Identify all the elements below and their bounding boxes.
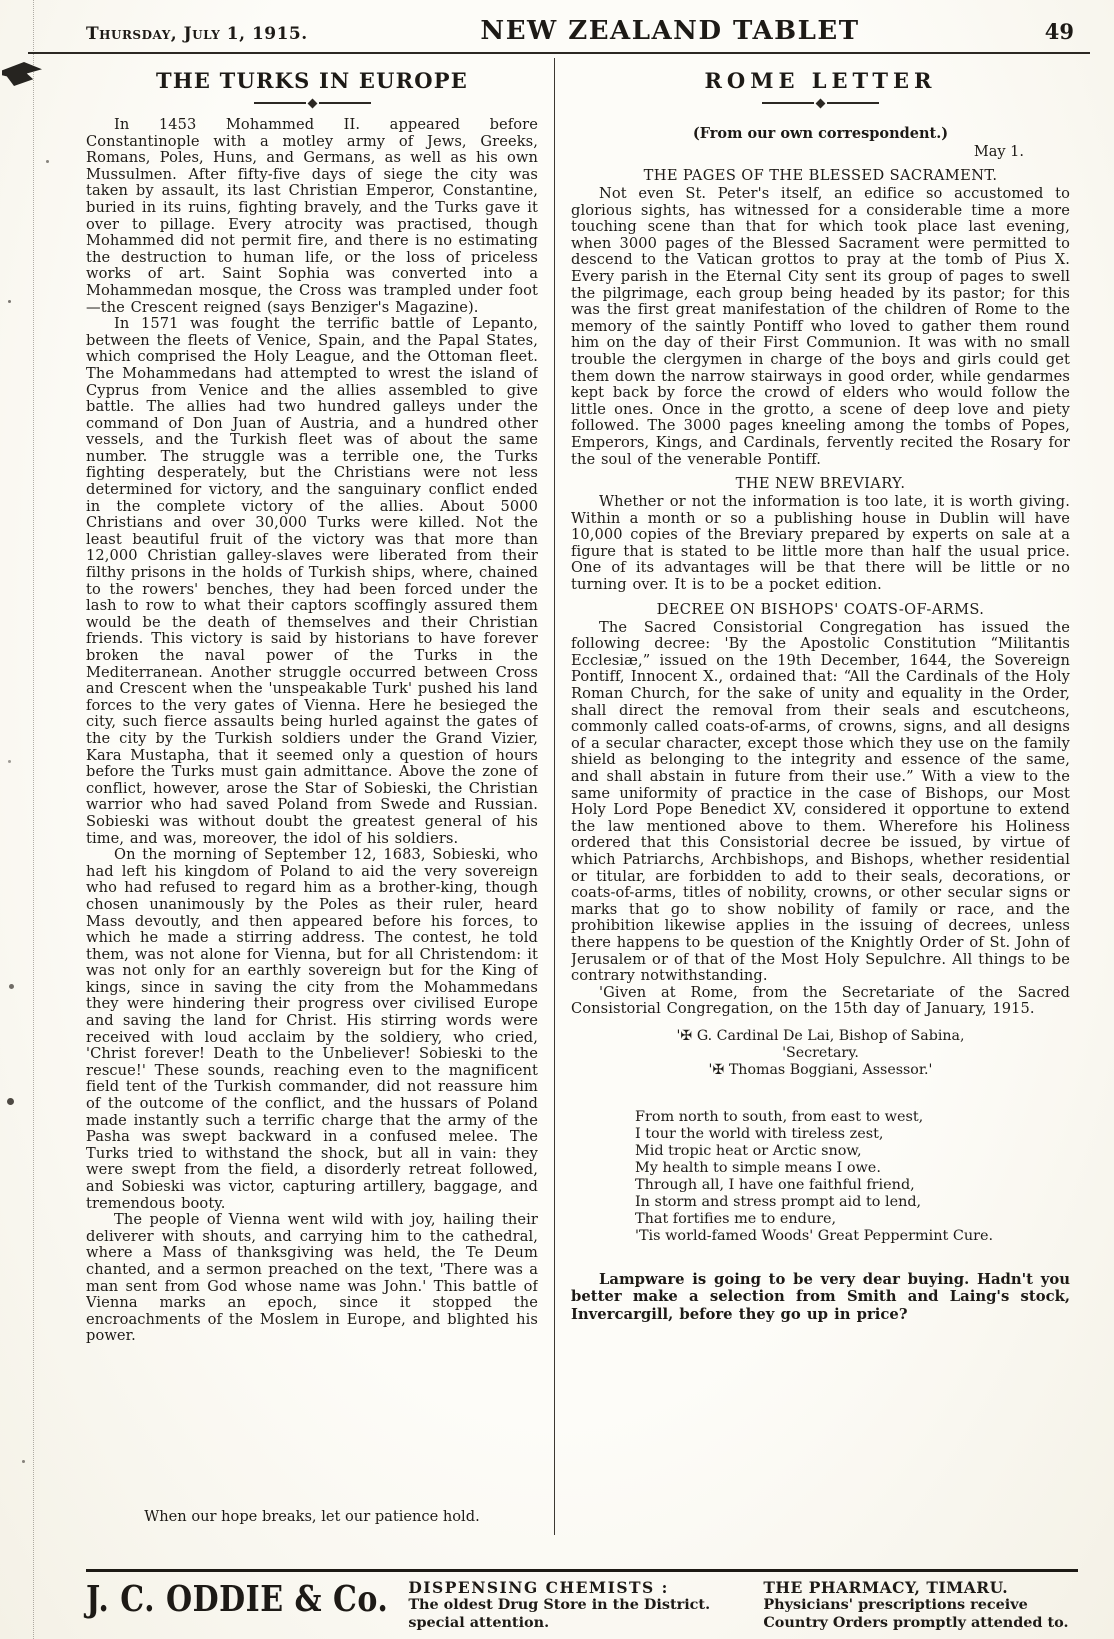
page-header — [86, 16, 1074, 52]
scan-specks — [8, 300, 11, 303]
poem-line: My health to simple means I owe. — [635, 1159, 881, 1176]
ornament-bar — [762, 102, 814, 104]
section-heading-breviary: THE NEW BREVIARY. — [735, 475, 906, 493]
signature-line: '✠ G. Cardinal De Lai, Bishop of Sabina, — [676, 1027, 965, 1044]
advertiser-name: J. C. ODDIE & Co. — [86, 1578, 389, 1620]
right-column-article — [571, 58, 1070, 1535]
poem-line: Through all, I have one faithful friend, — [635, 1176, 915, 1193]
poem-line: I tour the world with tireless zest, — [635, 1125, 884, 1142]
article-title-rome-letter: ROME LETTER — [704, 68, 937, 93]
section-paragraph: Not even St. Peter's itself, an edifice so accustomed to glorious sights, has witnessed for a considerable time a more touching scene than that for which took place last evening, when 3000 pages of the Blessed Sacrament were permitted to descend to the Vatican grottos to pray at the tomb of Pius X. Every parish in the Eternal City sent its group of pages to swell the pilgrimage, each group being headed by its pastor; for this was the first great manifestation of the children of Rome to the memory of the saintly Pontiff who loved to gather them round him on the day of their First Communion. It was with no small trouble the clergymen in charge of the boys and girls could get them down the narrow stairways in good order, while gendarmes kept back by force the crowd of elders who would follow the little ones. Once in the grotto, a scene of deep love and piety followed. The 3000 pages kneeling among the tombs of Popes, Emperors, Kings, and Cardinals, fervently recited the Rosary for the soul of the venerable Pontiff. — [571, 185, 1070, 468]
page-number: 49 — [1044, 19, 1074, 44]
ornament-diamond — [816, 98, 826, 108]
footer-ad-line: The oldest Drug Store in the District. — [408, 1596, 711, 1613]
article-paragraph: In 1453 Mohammed II. appeared before Constantinople with a motley army of Jews, Greeks, Romans, Poles, Huns, and Germans, as well as his own Mussulmen. After fifty-five days of siege the city was taken by assault, its last Christian Emperor, Constantine, buried in its ruins, fighting bravely, and the Turks gave it over to pillage. Every atrocity was practised, though Mohammed did not permit fire, and there is no estimating the destruction to human life, or the loss of priceless works of art. Saint Sophia was converted into a Mohammedan mosque, the Cross was trampled under foot —the Crescent reigned (says Benziger's Magazine). — [86, 116, 538, 316]
signature-line: 'Secretary. — [782, 1044, 859, 1061]
footer-ad-center-block — [408, 1579, 743, 1632]
poem-line: Mid tropic heat or Arctic snow, — [635, 1142, 862, 1159]
column-footer-quote: When our hope breaks, let our patience hold. — [144, 1508, 480, 1525]
article-paragraph: In 1571 was fought the terrific battle of Lepanto, between the fleets of Venice, Spain, and the Papal States, which comprised the Holy League, and the Ottoman fleet. The Mohammedans had attempted to wrest the island of Cyprus from Venice and the allies assembled to give battle. The allies had two hundred galleys under the command of Don Juan of Austria, and a hundred other vessels, and the Turkish fleet was of about the same number. The struggle was a terrible one, the Turks fighting desperately, but the Christians were not less determined for victory, and the sanguinary conflict ended in the complete victory of the allies. About 5000 Christians and over 30,000 Turks were killed. Not the least beautiful fruit of the victory was that more than 12,000 Christian galley-slaves were liberated from their filthy prisons in the holds of Turkish ships, where, chained to the rowers' benches, they had been forced under the lash to row to what their captors scoffingly assured them would be the death of themselves and their Christian friends. This victory is said by historians to have forever broken the naval power of the Turks in the Mediterranean. Another struggle occurred between Cross and Crescent when the 'unspeakable Turk' pushed his land forces to the very gates of Vienna. Here he besieged the city, such fierce assaults being hurled against the gates of the city by the Turkish soldiers under the Grand Vizier, Kara Mustapha, that it seemed only a question of hours before the Turks must gain admittance. Above the zone of conflict, however, arose the Star of Sobieski, the Christian warrior who had saved Poland from Swede and Russian. Sobieski was without doubt the greatest general of his time, and was, moreover, the idol of his soldiers. — [86, 315, 538, 847]
signature-line: '✠ Thomas Boggiani, Assessor.' — [708, 1061, 933, 1078]
columns-container — [86, 58, 1070, 1535]
left-column-article — [86, 58, 538, 1535]
footer-ad-right-block — [763, 1579, 1078, 1632]
section-paragraph: Whether or not the information is too late, it is worth giving. Within a month or so a publishing house in Dublin will have 10,000 copies of the Breviary prepared by experts on sale at a figure that is stated to be little more than half the usual price. One of its advantages will be that there will be little or no turning over. It is to be a pocket edition. — [571, 493, 1070, 594]
ornament-bar — [827, 102, 879, 104]
ink-blot-artifact — [2, 62, 42, 86]
section-paragraph: 'Given at Rome, from the Secretariate of the Sacred Consistorial Congregation, on the 15th day of January, 1915. — [571, 983, 1070, 1018]
poem-line: 'Tis world-famed Woods' Great Peppermint Cure. — [635, 1227, 994, 1244]
ornament-bar — [319, 102, 371, 104]
footer-ad-line: DISPENSING CHEMISTS : — [408, 1577, 669, 1597]
column-divider-rule — [554, 58, 555, 1535]
poem-line: From north to south, from east to west, — [635, 1108, 924, 1125]
article-title-turks: THE TURKS IN EUROPE — [156, 68, 468, 93]
lampware-classified-ad: Lampware is going to be very dear buying. Hadn't you better make a selection from Smith and Laing's stock, Invercargill, before they go up in price? — [571, 1270, 1070, 1323]
title-ornament — [571, 97, 1070, 109]
article-paragraph: On the morning of September 12, 1683, Sobieski, who had left his kingdom of Poland to aid the very sovereign who had refused to regard him as a brother-king, though chosen unanimously by the Poles as their ruler, heard Mass devoutly, and then appeared before his forces, to which he made a stirring address. The contest, he told them, was not alone for Vienna, but for all Christendom: it was not only for an earthly sovereign but for the King of kings, since in saving the city from the Mohammedans they were hindering their progress over civilised Europe and saving the land for Christ. His stirring words were received with loud acclaim by the soldiery, who cried, 'Christ forever! Death to the Unbeliever! Sobieski to the rescue!' These sounds, reaching even to the magnificent field tent of the Turkish commander, did not reassure him of the outcome of the conflict, and the hussars of Poland made instantly such a terrific charge that the army of the Pasha was swept backward in a confused melee. The Turks tried to withstand the shock, but all in vain: they were swept from the field, a disorderly retreat followed, and Sobieski was victor, capturing artillery, baggage, and tremendous booty. — [86, 846, 538, 1212]
footer-ad-line: Physicians' prescriptions receive — [763, 1596, 1028, 1613]
peppermint-cure-poem — [635, 1109, 1070, 1245]
section-heading-decree: DECREE ON BISHOPS' COATS-OF-ARMS. — [656, 600, 985, 618]
header-rule — [28, 52, 1090, 54]
dateline: May 1. — [973, 144, 1024, 160]
footer-ad-line: special attention. — [408, 1613, 550, 1631]
poem-line: In storm and stress prompt aid to lend, — [635, 1193, 922, 1210]
footer-ad-line: THE PHARMACY, TIMARU. — [763, 1577, 1009, 1597]
masthead-title: NEW ZEALAND TABLET — [480, 16, 860, 46]
article-paragraph: The people of Vienna went wild with joy, hailing their deliverer with shouts, and carrying him to the cathedral, where a Mass of thanksgiving was held, the Te Deum chanted, and a sermon preached on the text, 'There was a man sent from God whose name was John.' This battle of Vienna marks an epoch, since it stopped the encroachments of the Moslem in Europe, and blighted his power. — [86, 1211, 538, 1345]
footer-ad-line: Country Orders promptly attended to. — [763, 1613, 1069, 1631]
footer-advertisement — [86, 1569, 1078, 1632]
issue-date: Thursday, July 1, 1915. — [86, 24, 308, 44]
signature-block — [571, 1028, 1070, 1079]
ornament-diamond — [307, 98, 317, 108]
correspondent-byline: (From our own correspondent.) — [692, 125, 949, 142]
section-heading-pages: THE PAGES OF THE BLESSED SACRAMENT. — [643, 167, 998, 184]
title-ornament — [86, 97, 538, 109]
poem-line: That fortifies me to endure, — [635, 1210, 837, 1227]
ornament-bar — [254, 102, 306, 104]
scan-edge-dotted-line — [33, 0, 34, 1639]
section-paragraph: The Sacred Consistorial Congregation has issued the following decree: 'By the Apostolic Constitution “Militantis Ecclesiæ,” issued on the 19th December, 1644, the Sovereign Pontiff, Innocent X., ordained that: “All the Cardinals of the Holy Roman Church, for the sake of unity and equality in the Order, shall direct the removal from their seals and escutcheons, commonly called coats-of-arms, of crowns, signs, and all designs of a secular character, except those which they use on the family shield as belonging to the integrity and essence of the same, and shall abstain in future from their use.” With a view to the same uniformity of practice in the case of Bishops, our Most Holy Lord Pope Benedict XV, considered it opportune to extend the law mentioned above to them. Wherefore his Holiness ordered that this Consistorial decree be issued, by virtue of which Patriarchs, Archbishops, and Bishops, whether residential or titular, are forbidden to add to their seals, decorations, or coats-of-arms, titles of nobility, crowns, or other secular signs or marks that go to show nobility of family or race, and the prohibition likewise applies in the issuing of decrees, unless there happens to be question of the Knightly Order of St. John of Jerusalem or of that of the Most Holy Sepulchre. All things to be contrary notwithstanding. — [571, 618, 1070, 985]
